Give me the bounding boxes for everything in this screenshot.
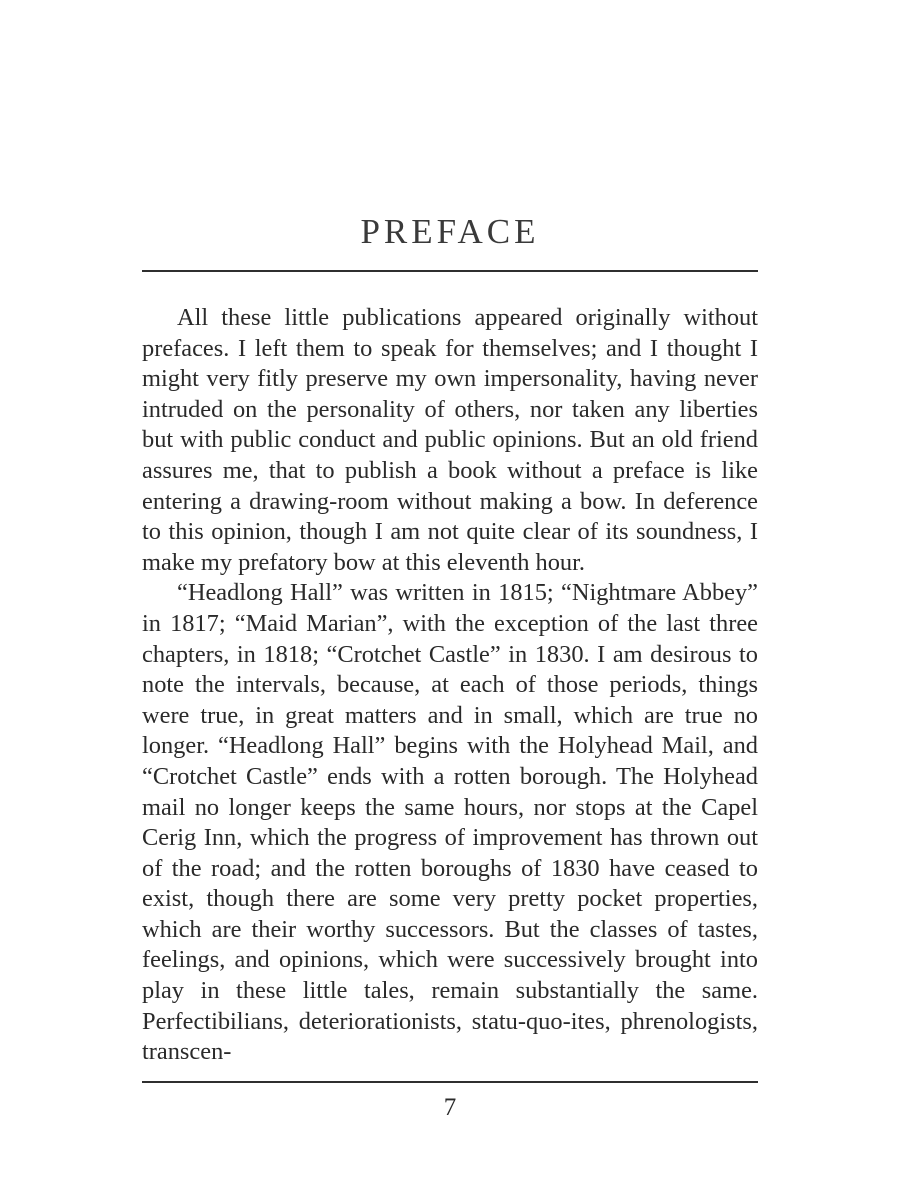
page-number: 7 (443, 1094, 457, 1121)
paragraph: All these little publications appeared originally without prefaces. I left them to speak for themselves; and I thought I might very fitly preserve my own impersonality, having never intruded on the personality of others, nor taken any liberties but with public conduct and public opinions. But an old friend assures me, that to publish a book without a preface is like entering a drawing-room without making a bow. In deference to this opinion, though I am not quite clear of its soundness, I make my prefatory bow at this eleventh hour. (142, 304, 758, 576)
footer-rule (142, 1081, 758, 1083)
body-text (142, 303, 758, 1068)
chapter-title: PREFACE (360, 212, 540, 251)
paragraph: “Headlong Hall” was written in 1815; “Nightmare Abbey” in 1817; “Maid Marian”, with the exception of the last three chapters, in 1818; “Crotchet Castle” in 1830. I am desirous to note the intervals, because, at each of those periods, things were true, in great matters and in small, which are true no longer. “Headlong Hall” begins with the Holyhead Mail, and “Crotchet Castle” ends with a rotten borough. The Holyhead mail no longer keeps the same hours, nor stops at the Capel Cerig Inn, which the progress of improvement has thrown out of the road; and the rotten boroughs of 1830 have ceased to exist, though there are some very pretty pocket properties, which are their worthy successors. But the classes of tastes, feelings, and opinions, which were successively brought into play in these little tales, remain substantially the same. Perfectibilians, deteriorationists, statu-quo-ites, phrenologists, transcen- (142, 579, 758, 1066)
title-rule (142, 270, 758, 272)
